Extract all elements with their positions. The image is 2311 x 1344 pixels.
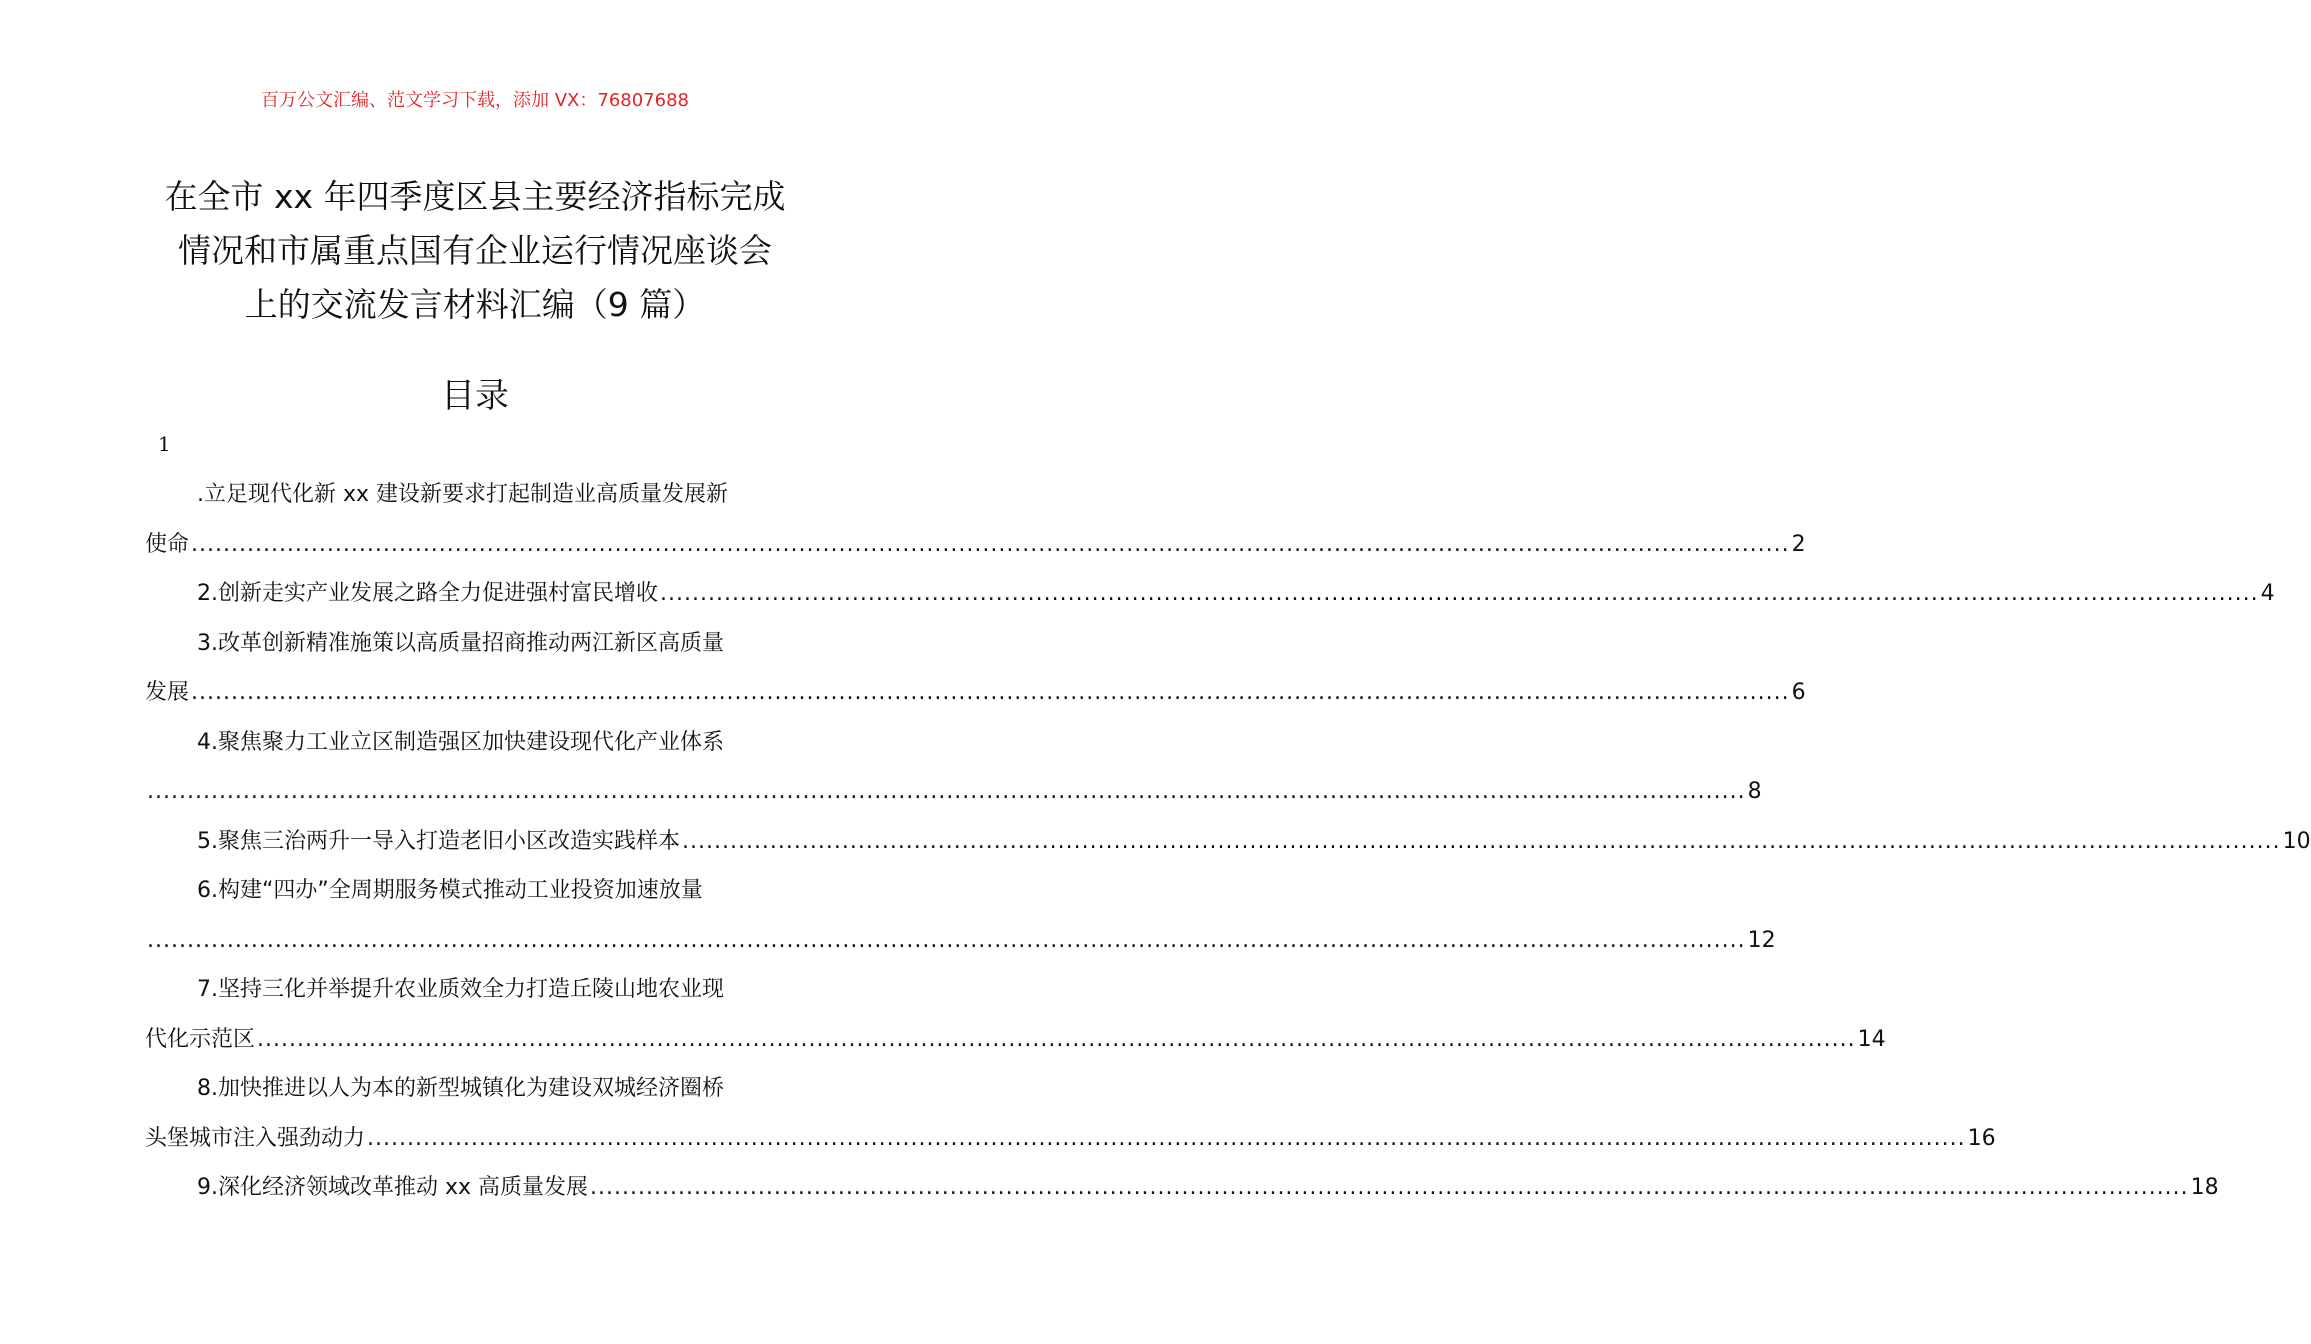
title-line-1: 在全市 xx 年四季度区县主要经济指标完成 <box>164 177 786 216</box>
leader-dots: ........................................................................................................................................................................................................ <box>147 779 1746 804</box>
toc-entry-6[interactable] <box>145 866 1776 965</box>
toc-entry-text-cont: 头堡城市注入强劲动力 <box>145 1125 366 1151</box>
leader-dots: ........................................................................................................................................................................................................ <box>590 1175 2189 1200</box>
leader-dots: ........................................................................................................................................................................................................ <box>257 1026 1856 1052</box>
toc-entry-text-cont: 代化示范区 <box>145 1026 256 1052</box>
toc-heading: 目录 <box>441 376 509 416</box>
leader-dots: ........................................................................................................................................................................................................ <box>191 531 1790 557</box>
toc-entry-4[interactable] <box>145 718 1762 817</box>
toc-entry-text: 2.创新走实产业发展之路全力促进强村富民增收 <box>197 581 658 606</box>
document-title <box>145 170 805 332</box>
toc-entry-text: 8.加快推进以人为本的新型城镇化为建设双城经济圈桥 <box>197 1076 724 1101</box>
toc-entry-7[interactable] <box>145 965 1886 1064</box>
toc-entry-text: .立足现代化新 xx 建设新要求打起制造业高质量发展新 <box>197 482 729 507</box>
toc-entry-text: 3.改革创新精准施策以高质量招商推动两江新区高质量 <box>197 630 724 656</box>
toc-page-number: 16 <box>1967 1125 1996 1151</box>
leader-dots: ........................................................................................................................................................................................................ <box>367 1125 1966 1151</box>
toc-entry-3[interactable] <box>145 619 1806 718</box>
toc-page-number: 18 <box>2190 1175 2219 1200</box>
leader-dots: ........................................................................................................................................................................................................ <box>147 927 1746 953</box>
table-of-contents <box>145 470 2311 1213</box>
title-line-3: 上的交流发言材料汇编（9 篇） <box>244 285 706 324</box>
toc-entry-text: 7.坚持三化并举提升农业质效全力打造丘陵山地农业现 <box>197 977 724 1002</box>
toc-entry-1[interactable] <box>145 470 1806 569</box>
toc-page-number: 4 <box>2260 581 2275 606</box>
toc-entry-8[interactable] <box>145 1064 1996 1163</box>
header-note: 百万公文汇编、范文学习下载，添加 VX：76807688 <box>261 90 689 111</box>
toc-entry-text-cont: 使命 <box>145 531 190 557</box>
leader-dots: ........................................................................................................................................................................................................ <box>191 680 1790 705</box>
toc-entry-5[interactable] <box>145 817 2311 867</box>
toc-entry-text: 9.深化经济领域改革推动 xx 高质量发展 <box>197 1175 589 1200</box>
title-line-2: 情况和市属重点国有企业运行情况座谈会 <box>178 231 772 270</box>
first-page-number: 1 <box>158 432 171 456</box>
toc-entry-text: 6.构建“四办”全周期服务模式推动工业投资加速放量 <box>197 878 703 903</box>
toc-entry-9[interactable] <box>145 1163 2219 1213</box>
toc-page-number: 12 <box>1747 927 1776 953</box>
toc-page-number: 8 <box>1747 779 1762 804</box>
leader-dots: ........................................................................................................................................................................................................ <box>660 581 2259 606</box>
toc-page-number: 2 <box>1791 531 1806 557</box>
toc-page-number: 14 <box>1857 1026 1886 1052</box>
toc-entry-2[interactable] <box>145 569 2275 619</box>
toc-page-number: 6 <box>1791 680 1806 705</box>
toc-entry-text: 4.聚焦聚力工业立区制造强区加快建设现代化产业体系 <box>197 729 724 755</box>
toc-page-number: 10 <box>2282 828 2311 854</box>
leader-dots: ........................................................................................................................................................................................................ <box>682 828 2281 854</box>
toc-entry-text-cont: 发展 <box>145 680 190 705</box>
toc-entry-text: 5.聚焦三治两升一导入打造老旧小区改造实践样本 <box>197 828 680 854</box>
